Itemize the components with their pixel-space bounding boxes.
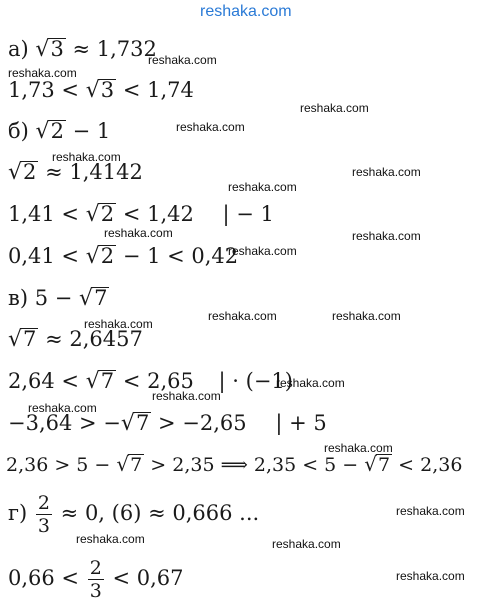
operation-note: | + 5 [275,411,327,435]
watermark: reshaka.com [228,180,297,194]
left-bound: 1,41 < [8,202,80,226]
radicand: 7 [135,411,150,435]
radicand: 7 [378,454,391,476]
watermark: reshaka.com [352,165,421,179]
watermark: reshaka.com [396,504,465,518]
sqrt-icon: √ [364,452,378,476]
sqrt-icon: √ [85,369,100,394]
line-v-header [8,285,109,312]
line-a-inequality [8,77,194,104]
right-bound: > −2,65 [158,411,247,435]
fraction-denominator: 3 [37,515,50,537]
sqrt-icon: √ [35,37,50,62]
watermark: reshaka.com [76,532,145,546]
left-bound: −3,64 > − [8,411,121,435]
watermark: reshaka.com [272,537,341,551]
sqrt-icon: √ [8,327,23,352]
expression-left: 5 − [34,286,73,310]
left-bound: 2,64 < [8,369,80,393]
watermark: reshaka.com [208,309,277,323]
line-g-inequality [8,553,184,603]
middle-part: > 2,35 ⟹ 2,35 < 5 − [150,454,359,476]
left-bound: 1,73 < [8,78,80,102]
watermark: reshaka.com [332,309,401,323]
sqrt-icon: √ [85,244,100,269]
watermark: reshaka.com [276,376,345,390]
expression-rest: − 1 [72,119,111,143]
radicand: 3 [100,78,115,102]
approx-value: ≈ 0, (6) ≈ 0,666 ... [60,501,260,525]
line-v-result [6,451,462,478]
sqrt-icon: √ [35,119,50,144]
fraction [36,492,52,537]
watermark: reshaka.com [104,226,173,240]
right-bound: < 2,36 [398,454,463,476]
sqrt-icon: √ [85,78,100,103]
watermark: reshaka.com [148,53,217,67]
fraction [88,557,104,602]
operation-note: | − 1 [222,202,274,226]
radicand: 7 [100,369,115,393]
approx-value: ≈ 1,732 [72,37,157,61]
line-b-result [8,243,238,270]
radicand: 2 [100,202,115,226]
right-bound: < 1,74 [122,78,194,102]
item-label-v: в) [8,286,29,310]
radicand: 7 [94,286,108,310]
right-bound: − 1 < 0,42 [122,244,239,268]
fraction-numerator: 2 [37,492,50,514]
fraction-numerator: 2 [89,557,102,579]
item-label-a: а) [8,37,29,61]
watermark: reshaka.com [352,229,421,243]
radicand: 2 [100,244,115,268]
line-a-header [8,36,157,63]
left-bound: 0,41 < [8,244,80,268]
approx-value: ≈ 2,6457 [45,327,143,351]
line-b-inequality [8,201,274,228]
fraction-denominator: 3 [89,580,102,602]
site-header-link[interactable]: reshaka.com [200,3,292,20]
left-bound: 0,66 < [8,566,80,590]
item-label-b: б) [8,119,29,143]
sqrt-icon: √ [85,202,100,227]
radicand: 2 [50,119,64,143]
watermark: reshaka.com [396,569,465,583]
right-bound: < 0,67 [112,566,184,590]
right-bound: < 1,42 [122,202,194,226]
radicand: 2 [23,160,37,184]
watermark: reshaka.com [324,441,393,455]
radicand: 7 [23,327,37,351]
radicand: 7 [130,454,143,476]
watermark: reshaka.com [152,389,221,403]
watermark: reshaka.com [84,317,153,331]
left-bound: 2,36 > 5 − [6,454,111,476]
line-g-header [8,488,259,538]
sqrt-icon: √ [120,411,135,436]
watermark: reshaka.com [228,244,297,258]
item-label-g: г) [8,501,28,525]
line-b-header [8,118,110,145]
sqrt-icon: √ [116,452,130,476]
radicand: 3 [50,37,64,61]
approx-value: ≈ 1,4142 [45,160,143,184]
watermark: reshaka.com [176,120,245,134]
operation-note: | · (−1) [218,369,293,393]
watermark: reshaka.com [8,66,77,80]
watermark: reshaka.com [52,150,121,164]
watermark: reshaka.com [28,401,97,415]
right-bound: < 2,65 [122,369,194,393]
watermark: reshaka.com [300,101,369,115]
sqrt-icon: √ [8,160,23,185]
sqrt-icon: √ [79,286,94,311]
line-v-inequality [8,368,293,395]
